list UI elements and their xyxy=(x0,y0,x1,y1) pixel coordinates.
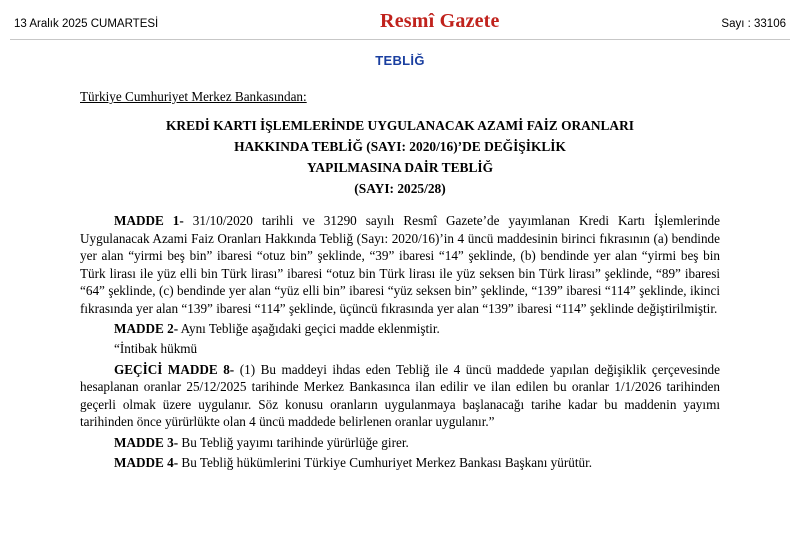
article-label: MADDE 2- xyxy=(114,321,179,337)
document-title-line: KREDİ KARTI İŞLEMLERİNDE UYGULANACAK AZAMİ FAİZ ORANLARI xyxy=(165,118,634,134)
document-title-line: HAKKINDA TEBLİĞ (SAYI: 2020/16)’DE DEĞİŞİKLİK xyxy=(234,139,566,155)
article-paragraph xyxy=(80,454,720,471)
article-label: MADDE 4- xyxy=(114,454,179,470)
document-title-line: YAPILMASINA DAİR TEBLİĞ xyxy=(306,159,494,175)
article-text: Bu Tebliğ hükümlerini Türkiye Cumhuriyet Merkez Bankası Başkanı yürütür. xyxy=(178,454,593,470)
article-label: MADDE 3- xyxy=(114,434,179,450)
provisional-article-paragraph xyxy=(80,361,720,431)
section-heading: TEBLİĞ xyxy=(375,53,425,68)
article-text: Aynı Tebliğe aşağıdaki geçici madde eklenmiştir. xyxy=(178,321,440,337)
document-title xyxy=(80,116,720,199)
issuing-authority: Türkiye Cumhuriyet Merkez Bankasından: xyxy=(80,89,307,104)
article-paragraph xyxy=(80,434,720,451)
quoted-heading: “İntibak hükmü xyxy=(114,341,198,357)
document-body xyxy=(80,68,720,471)
masthead xyxy=(0,0,800,37)
article-text: Bu Tebliğ yayımı tarihinde yürürlüğe girer. xyxy=(178,434,409,450)
publication-date: 13 Aralık 2025 CUMARTESİ xyxy=(14,18,159,30)
article-label: MADDE 1- xyxy=(114,213,184,229)
article-paragraph xyxy=(80,320,720,337)
provisional-article-text: (1) Bu maddeyi ihdas eden Tebliğ ile 4 üncü maddede yapılan değişiklik çerçevesinde hesaplanan oranlar 25/12/2025 tarihinde Merkez Bankasınca ilan edilir ve ilan edilen bu oranlar 1/1/2026 tarihinden geçerli olmak üzere uygulanır. Söz konusu oranların uygulanmaya başlanacağı tarihe kadar bu maddenin yayımı tarihinden önce yürürlükte olan 4 üncü maddede belirlenen oranlar uygulanır.” xyxy=(80,361,720,430)
article-paragraph xyxy=(80,212,720,317)
gazette-title: Resmî Gazete xyxy=(380,10,500,32)
issue-number: Sayı : 33106 xyxy=(721,18,786,30)
masthead-divider xyxy=(10,39,790,40)
article-text: 31/10/2020 tarihli ve 31290 sayılı Resmî Gazete’de yayımlanan Kredi Kartı İşlemlerinde Uygulanacak Azami Faiz Oranları Hakkında Tebliğ (Sayı: 2020/16)’in 4 üncü maddesinin birinci fıkrasının (a) bendinde yer alan “yirmi beş bin” ibaresi “otuz bin” şeklinde, “39” ibaresi “14” şeklinde, (b) bendinde yer alan “yirmi beş bin Türk lirası ile yüz elli bin Türk lirası” ibaresi “otuz bin Türk lirası ile yüz seksen bin Türk lirası” şeklinde, “89” ibaresi “64” şeklinde, (c) bendinde yer alan “yüz elli bin” ibaresi “yüz seksen bin” şeklinde, “139” ibaresi “114” şeklinde, ikinci fıkrasında yer alan “139” ibaresi “114” şeklinde, üçüncü fıkrasında yer alan “139” ibaresi “114” şeklinde değiştirilmiştir. xyxy=(80,213,720,316)
document-title-line: (SAYI: 2025/28) xyxy=(354,180,446,196)
provisional-article-label: GEÇİCİ MADDE 8- xyxy=(114,361,235,377)
